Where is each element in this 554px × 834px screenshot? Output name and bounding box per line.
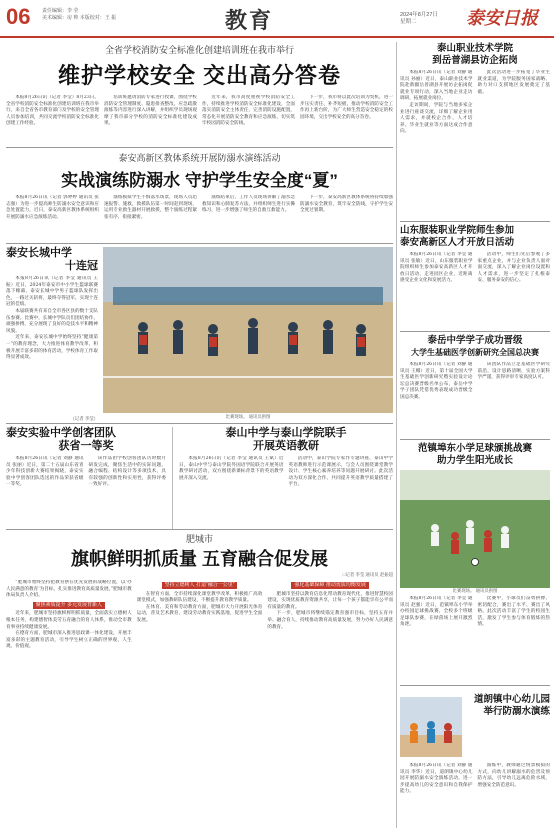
paragraph: 本报8月26日讯（记者 刘静 通讯员 李华）近日，道朗镇中心幼儿园开展防溺水安全演练活动，进一步提高幼儿的安全意识和自我保护能力。 [400,763,473,795]
paragraph: 演练中，教师通过情景模拟的方式，向幼儿讲解溺水的危害及预防方法，引导幼儿远离危险水域，增强安全防范意识。 [477,763,550,788]
right-article-3 [400,335,550,439]
divider [6,529,393,530]
author-line: （记者 李莹） [70,416,98,421]
paragraph: 肥城市坚持以教育信息化带动教育现代化，推进智慧校园建设，实现优质教育资源共享，让每一个孩子都能享有公平而有质量的教育。 [267,591,393,610]
paragraph: 下一步，泰安高新区教体系统将持续加强防溺水安全教育，筑牢安全防线，守护学生安全度过暑期。 [300,195,393,214]
football-illustration [400,470,550,588]
paragraph: 演练结束后，工作人员现场讲解了溺水急救知识和心肺复苏方法，并组织师生进行实操练习，进一步增强了师生的自救互救能力。 [202,195,295,214]
divider [400,685,550,686]
headline-line: 助力学生阳光成长 [436,455,513,466]
editor-line: 美术编辑：房 帅 本版校对：王 振 [42,15,117,21]
paragraph: 近年来，泰安长城中学始终坚持“健康第一”的教育理念，大力推进体育教学改革，积极开展丰富多彩的体育活动，学校体育工作取得显著成效。 [6,335,98,361]
feicheng-kicker: 肥城市 [185,534,213,544]
changcheng-body [6,276,98,416]
paragraph: 比赛中，小球员们奋勇拼搏、密切配合，赛出了水平、赛出了风格。此次活动丰富了学生的校园生活，激发了学生参与体育锻炼的热情。 [477,596,550,628]
column-divider [396,42,397,828]
basketball-photo [103,247,393,413]
lead-kicker: 全省学校消防安全标准化创建培训班在我市举行 [104,45,294,55]
paragraph: 活动中，师生们先后参观了多家重点企业，并与企业负责人面对面交流，深入了解企业岗位设置和人才需求，进一步坚定了扎根泰安、服务泰安的信心。 [477,252,550,284]
paragraph: 本报8月26日讯（记者 李莹 通讯员 张敏）近日，山东服装职业学院组织师生参加泰安高新区人才开放日活动，走进园区企业，近距离感受企业文化和发展活力。 [400,252,473,284]
paragraph: 在智育方面，全市持续深化课堂教学改革，积极推广高效课堂模式，加强教研队伍建设，不断提升教育教学质量。 [136,591,263,604]
feicheng-headline: 旗帜鲜明抓质量 五育融合促发展 [71,549,328,569]
photo-caption: 比赛现场。 通讯员供图 [225,414,271,419]
headline-line: 山东服装职业学院师生参加 [400,225,515,236]
date-line: 2024年8月27日 [400,12,438,18]
paragraph: 活动中，泰山学院专家作专题讲座，泰山中学英语教师进行示范课展示，与会人员围绕课堂教学设计、学生核心素养培养等问题开展研讨。此次活动为双方深化合作、共同提升英语教学质量搭建了平台。 [288,456,393,488]
paragraph: 在体育、美育和劳动教育方面，肥城市大力开展阳光体育运动，普及艺术教育，建设劳动教育实践基地，促进学生全面发展。 [136,604,263,623]
kids-illustration [400,697,462,757]
drill-body [6,195,393,249]
headline-line: 范镇埠东小学足球颁挑战赛 [417,443,532,454]
right-column [400,40,550,834]
paragraph: 本报8月26日讯（记者 李莹 通讯员 赵强）近日，范镇埠东小学举办校园足球挑战赛，全校多个班级足球队参赛，在绿茵场上展开激烈角逐。 [400,596,473,628]
feicheng-author: □记者 李莹 通讯员 赵振超 [342,572,393,577]
article-body [400,596,550,684]
feicheng-body [6,580,393,834]
paragraph: 本报8月26日讯（记者 李莹 通讯员 王振）近日，2024年泰安市中小学生篮球联赛落下帷幕，泰安长城中学男子篮球队发挥出色，一路过关斩将，最终夺得冠军，实现十连冠的佳绩。 [6,276,98,308]
sports-row [6,247,393,423]
subhead-banner: 强化基础保障 推动优质均衡发展 [291,582,368,589]
divider [6,423,393,424]
headline-line: 举行防溺水演练 [483,706,550,717]
paragraph: 下一步，肥城市将继续锚定教育强市目标，坚持五育并举、融合育人，持续推动教育高质量发展，努力办好人民满意的教育。 [267,611,393,630]
column-divider [172,427,173,529]
right-article-1 [400,43,550,221]
editor-info [42,8,152,22]
shiyan-headline-line: 泰安实验中学创客团队 [6,427,116,439]
feicheng-feature [6,532,393,834]
drill-kicker: 泰安高新区教体系统开展防溺水演练活动 [118,153,281,163]
lead-article [6,43,393,147]
right-article-4 [400,443,550,685]
subhead-banner: 聚焦素质提升 多元发展育新人 [33,602,105,609]
football-photo [400,470,550,588]
lead-headline: 维护学校安全 交出高分答卷 [57,63,342,88]
headline-line: 泰岳中学学子成功晋级 [427,335,523,346]
paragraph: 近年来，我市高度重视学校消防安全工作，持续推进学校消防安全标准化建设，全面落实消防安全主体责任，完善消防设施配置，常态化开展消防安全教育和应急演练，切实筑牢校园消防安全防线。 [202,95,295,127]
paragraph: 培训班邀请消防专家进行授课，围绕学校消防安全管理制度、隐患排查整改、应急疏散演练等内容进行深入讲解，并组织学员现场观摩了我市部分学校的消防安全标准化建设成果。 [104,95,197,127]
article-body [400,252,550,326]
paragraph: 近年来，肥城市坚持旗帜鲜明抓质量，全面落实立德树人根本任务，构建德智体美劳五育融合的育人体系，推动全市教育事业持续健康发展。 [6,611,132,630]
court-illustration [103,247,393,413]
right-article-5 [400,694,550,834]
paragraph: 下一步，我市将以此次培训为契机，进一步压实责任、补齐短板，推动学校消防安全工作再上新台阶，为广大师生营造安全稳定的校园环境，交出学校安全的高分答卷。 [300,95,393,120]
shiyan-article [6,427,166,529]
changcheng-article [6,247,98,423]
paragraph: 本报8月26日讯（记者 刘静 通讯员 张丽）近日，第二十五届山东省青少年科技创新大赛结果揭晓，泰安实验中学创客团队选送的作品荣获省级一等奖。 [6,456,84,488]
headline-line: 到岳普湖县访企拓岗 [432,55,518,66]
section-name: 教育 [225,8,274,34]
paragraph: 该作品由学校创客团队历时数月研发完成，聚焦生活中的实际问题，融合编程、结构设计等多项技术，具有较强的创新性和实用性，获得评委一致好评。 [88,456,166,488]
paragraph: 本报8月26日讯（记者 刘静 通讯员 孙丽）近日，泰山职业技术学院赴新疆岳普湖县开展访企拓岗促就业专项行动，深入当地企业走访调研，拓展就业岗位。 [400,70,473,102]
right-article-2 [400,225,550,331]
taishan-body [179,456,393,524]
article-body [400,362,550,436]
editor-line: 责任编辑：李 莹 [42,8,79,14]
article-body [400,763,550,834]
photo-caption: 比赛现场。 通讯员供图 [452,588,498,593]
photo-block [103,247,393,423]
headline-line: 泰安高新区人才开放日活动 [400,237,515,248]
taishan-headline-line: 泰山中学与泰山学院联手 [225,427,347,439]
article-body [400,70,550,216]
news-row [6,427,393,529]
subhead-banner: 坚持立德树人 打造“融合一公里” [162,582,238,589]
page-number: 06 [6,4,31,29]
lead-body [6,95,393,153]
headline-line: 道朗镇中心幼儿园 [473,694,550,705]
drill-headline: 实战演练防溺水 守护学生安全度“夏” [61,171,338,190]
paragraph: 在德育方面，肥城市深入推进思政课一体化建设，开展丰富多彩的主题教育活动，引导学生树立正确的世界观、人生观、价值观。 [6,631,132,650]
paragraph: 本报8月26日讯（记者 李莹）8月23日，全省学校消防安全标准化创建培训班在我市举行。来自全省各市教育部门及学校的安全管理人员参加培训，共同交流学校消防安全标准化创建工作经验。 [6,95,99,127]
shiyan-body [6,456,166,524]
main-column [6,40,393,834]
divider [400,439,550,440]
headline-line: 大学生基础医学创新研究全国总决赛 [411,348,539,357]
paragraph: 本报8月26日讯（记者 刘静 通讯员 王娜）近日，第十届全国大学生基础医学创新研究暨实验设计论坛总决赛晋级名单公布，泰岳中学学子团队凭借优秀表现成功晋级全国总决赛。 [400,362,473,400]
paragraph: “肥城市始终坚持把教育摆在优先发展的战略位置，以‘办人民满意的教育’为目标，扎实推进教育高质量发展。”肥城市教体局负责人介绍。 [6,580,132,599]
divider [400,221,550,222]
taishan-headline-line: 开展英语教研 [253,440,319,452]
changcheng-headline-line: 十连冠 [65,260,98,272]
paragraph: 演练模拟学生不慎落水场景，现场人员迅速报警、施救，救援队伍第一时间赶到现场，运用专业救生器材开展救援，整个演练过程紧张有序、衔接紧密。 [104,195,197,220]
paragraph: 该团队作品立足基础医学研究前沿，设计思路清晰，实验方案科学严谨，获得评审专家高度认可。 [477,362,550,381]
masthead [0,0,554,38]
changcheng-headline-line: 泰安长城中学 [6,247,72,259]
paragraph: 走访期间，学院与当地多家企业进行座谈交流，详细了解企业用人需求，并就校企合作、人才培养、毕业生就业等方面达成合作意向。 [400,102,473,135]
paragraph: 本报8月26日讯（记者 李莹 通讯员 王斌）近日，泰山中学与泰山学院外国语学院联合开展英语教学研讨活动，双方围绕新课标背景下的英语教学展开深入交流。 [179,456,284,481]
drill-article [6,151,393,243]
newspaper-logo: 泰安日报 [466,8,538,29]
kindergarten-photo [400,697,462,757]
shiyan-headline-line: 获省一等奖 [58,440,114,452]
headline-line: 泰山职业技术学院 [436,43,513,54]
paragraph: 本届联赛共有来自全市各区县的数十支队伍参赛。比赛中，长城中学队员们团结协作、顽强拼搏，充分展现了良好的竞技水平和精神风貌。 [6,308,98,334]
masthead-date [400,12,460,26]
weekday-line: 星期二 [400,19,417,25]
divider [400,331,550,332]
taishan-yingyu-article [179,427,393,529]
paragraph: 本报8月26日讯（记者 郭婷婷 通讯员 张志强）为进一步提高师生防溺水安全意识和应急处置能力，近日，泰安高新区教体系统组织开展防溺水应急演练活动。 [6,195,99,220]
paragraph: 此次活动进一步拓宽了毕业生就业渠道，为学院服务国家战略、助力对口支援地区发展奠定了基础。 [477,70,550,95]
